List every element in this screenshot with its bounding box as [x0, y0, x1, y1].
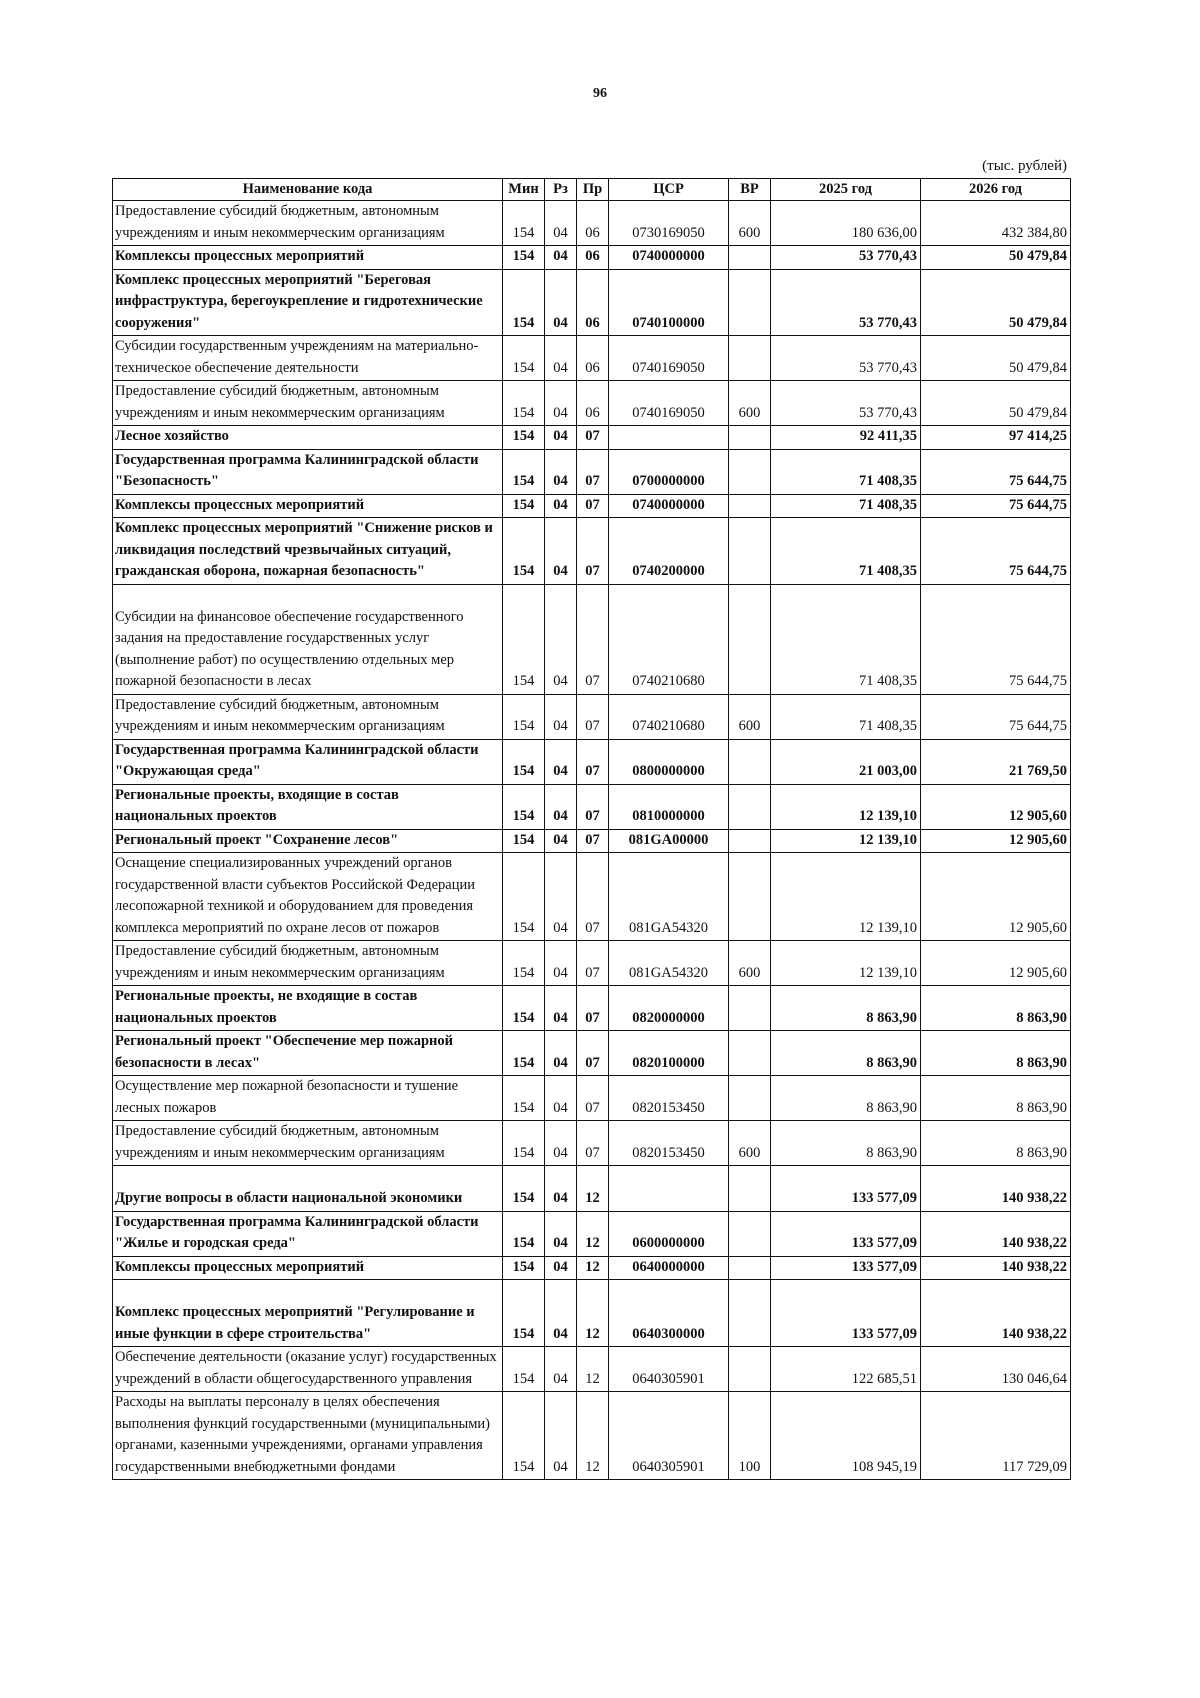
cell-pr: 07 — [577, 1121, 609, 1166]
cell-2026: 75 644,75 — [921, 494, 1071, 518]
cell-name: Обеспечение деятельности (оказание услуг) государственных учреждений в области общегосударственного управления — [113, 1347, 503, 1392]
cell-2026: 140 938,22 — [921, 1211, 1071, 1256]
table-row — [113, 1166, 1071, 1212]
cell-2026: 12 905,60 — [921, 941, 1071, 986]
cell-pr: 07 — [577, 518, 609, 585]
cell-vr — [729, 986, 771, 1031]
cell-2025: 12 139,10 — [771, 784, 921, 829]
cell-2025: 71 408,35 — [771, 494, 921, 518]
cell-csr: 081GA54320 — [609, 941, 729, 986]
cell-vr: 600 — [729, 1121, 771, 1166]
cell-2025: 8 863,90 — [771, 1031, 921, 1076]
cell-pr: 06 — [577, 336, 609, 381]
cell-vr — [729, 1256, 771, 1280]
cell-pr: 07 — [577, 941, 609, 986]
cell-rz: 04 — [545, 449, 577, 494]
cell-vr — [729, 784, 771, 829]
cell-rz: 04 — [545, 381, 577, 426]
cell-2025: 133 577,09 — [771, 1280, 921, 1347]
cell-vr — [729, 1076, 771, 1121]
cell-min: 154 — [503, 784, 545, 829]
cell-pr: 07 — [577, 986, 609, 1031]
cell-2026: 12 905,60 — [921, 853, 1071, 941]
header-csr: ЦСР — [609, 179, 729, 201]
cell-pr: 07 — [577, 829, 609, 853]
cell-rz: 04 — [545, 694, 577, 739]
cell-name: Региональный проект "Сохранение лесов" — [113, 829, 503, 853]
cell-pr: 07 — [577, 494, 609, 518]
table-row — [113, 1211, 1071, 1256]
cell-vr — [729, 853, 771, 941]
table-row — [113, 201, 1071, 246]
header-rz: Рз — [545, 179, 577, 201]
cell-min: 154 — [503, 1280, 545, 1347]
cell-min: 154 — [503, 426, 545, 450]
cell-2025: 71 408,35 — [771, 449, 921, 494]
cell-2026: 75 644,75 — [921, 584, 1071, 694]
cell-pr: 06 — [577, 246, 609, 270]
cell-2026: 117 729,09 — [921, 1392, 1071, 1480]
cell-min: 154 — [503, 381, 545, 426]
cell-csr: 0740000000 — [609, 246, 729, 270]
cell-name: Государственная программа Калининградской области "Жилье и городская среда" — [113, 1211, 503, 1256]
cell-csr: 0800000000 — [609, 739, 729, 784]
cell-2025: 71 408,35 — [771, 584, 921, 694]
cell-2026: 50 479,84 — [921, 381, 1071, 426]
cell-2026: 21 769,50 — [921, 739, 1071, 784]
cell-pr: 12 — [577, 1166, 609, 1212]
cell-pr: 07 — [577, 426, 609, 450]
table-row — [113, 269, 1071, 336]
cell-min: 154 — [503, 1347, 545, 1392]
cell-name: Комплексы процессных мероприятий — [113, 246, 503, 270]
cell-name: Лесное хозяйство — [113, 426, 503, 450]
cell-vr — [729, 336, 771, 381]
cell-min: 154 — [503, 986, 545, 1031]
cell-min: 154 — [503, 584, 545, 694]
cell-rz: 04 — [545, 1256, 577, 1280]
cell-vr — [729, 829, 771, 853]
cell-csr — [609, 1166, 729, 1212]
cell-min: 154 — [503, 1121, 545, 1166]
cell-min: 154 — [503, 1211, 545, 1256]
cell-vr: 600 — [729, 381, 771, 426]
cell-rz: 04 — [545, 494, 577, 518]
table-row — [113, 941, 1071, 986]
cell-vr — [729, 739, 771, 784]
cell-rz: 04 — [545, 1347, 577, 1392]
budget-table — [112, 178, 1071, 1480]
cell-name: Предоставление субсидий бюджетным, автономным учреждениям и иным некоммерческим организациям — [113, 1121, 503, 1166]
cell-name: Расходы на выплаты персоналу в целях обеспечения выполнения функций государственными (муниципальными) органами, казенными учреждениями, органами управления государственными внебюджетными фондами — [113, 1392, 503, 1480]
header-min: Мин — [503, 179, 545, 201]
cell-rz: 04 — [545, 1392, 577, 1480]
table-row — [113, 694, 1071, 739]
cell-csr: 0740000000 — [609, 494, 729, 518]
cell-rz: 04 — [545, 518, 577, 585]
cell-name: Предоставление субсидий бюджетным, автономным учреждениям и иным некоммерческим организациям — [113, 381, 503, 426]
cell-name: Предоставление субсидий бюджетным, автономным учреждениям и иным некоммерческим организациям — [113, 694, 503, 739]
table-row — [113, 1076, 1071, 1121]
cell-pr: 12 — [577, 1256, 609, 1280]
cell-min: 154 — [503, 1031, 545, 1076]
cell-name: Комплексы процессных мероприятий — [113, 494, 503, 518]
cell-csr: 0640300000 — [609, 1280, 729, 1347]
cell-2026: 8 863,90 — [921, 1076, 1071, 1121]
cell-csr: 0640305901 — [609, 1347, 729, 1392]
cell-csr: 0640305901 — [609, 1392, 729, 1480]
cell-pr: 07 — [577, 784, 609, 829]
cell-min: 154 — [503, 739, 545, 784]
cell-vr — [729, 246, 771, 270]
cell-rz: 04 — [545, 426, 577, 450]
cell-vr — [729, 494, 771, 518]
cell-2026: 12 905,60 — [921, 829, 1071, 853]
header-vr: ВР — [729, 179, 771, 201]
cell-2025: 71 408,35 — [771, 694, 921, 739]
header-2026: 2026 год — [921, 179, 1071, 201]
table-row — [113, 853, 1071, 941]
cell-vr — [729, 269, 771, 336]
cell-2026: 75 644,75 — [921, 694, 1071, 739]
cell-name: Предоставление субсидий бюджетным, автономным учреждениям и иным некоммерческим организациям — [113, 201, 503, 246]
cell-vr — [729, 1280, 771, 1347]
cell-vr: 600 — [729, 941, 771, 986]
cell-pr: 07 — [577, 853, 609, 941]
table-row — [113, 1347, 1071, 1392]
cell-csr: 0820153450 — [609, 1121, 729, 1166]
table-header — [113, 179, 1071, 201]
cell-vr — [729, 1166, 771, 1212]
cell-min: 154 — [503, 1166, 545, 1212]
cell-rz: 04 — [545, 1031, 577, 1076]
table-row — [113, 381, 1071, 426]
cell-min: 154 — [503, 1392, 545, 1480]
cell-csr: 0740200000 — [609, 518, 729, 585]
cell-vr — [729, 1347, 771, 1392]
cell-csr: 0820100000 — [609, 1031, 729, 1076]
cell-2025: 53 770,43 — [771, 269, 921, 336]
table-row — [113, 986, 1071, 1031]
cell-csr: 081GA00000 — [609, 829, 729, 853]
cell-csr: 0700000000 — [609, 449, 729, 494]
cell-vr — [729, 1031, 771, 1076]
cell-min: 154 — [503, 336, 545, 381]
cell-pr: 07 — [577, 694, 609, 739]
cell-csr — [609, 426, 729, 450]
cell-vr — [729, 1211, 771, 1256]
cell-csr: 0740169050 — [609, 381, 729, 426]
cell-2026: 140 938,22 — [921, 1166, 1071, 1212]
cell-2025: 133 577,09 — [771, 1166, 921, 1212]
table-row — [113, 494, 1071, 518]
cell-pr: 07 — [577, 449, 609, 494]
table-row — [113, 1280, 1071, 1347]
cell-rz: 04 — [545, 1166, 577, 1212]
cell-name: Комплексы процессных мероприятий — [113, 1256, 503, 1280]
cell-name: Субсидии государственным учреждениям на материально-техническое обеспечение деятельности — [113, 336, 503, 381]
table-row — [113, 739, 1071, 784]
cell-2026: 140 938,22 — [921, 1256, 1071, 1280]
cell-2025: 12 139,10 — [771, 829, 921, 853]
cell-2026: 97 414,25 — [921, 426, 1071, 450]
cell-vr — [729, 449, 771, 494]
cell-csr: 0820000000 — [609, 986, 729, 1031]
cell-name: Предоставление субсидий бюджетным, автономным учреждениям и иным некоммерческим организациям — [113, 941, 503, 986]
cell-min: 154 — [503, 201, 545, 246]
cell-min: 154 — [503, 1256, 545, 1280]
cell-pr: 07 — [577, 584, 609, 694]
cell-rz: 04 — [545, 1121, 577, 1166]
cell-vr: 600 — [729, 201, 771, 246]
cell-name: Региональные проекты, входящие в состав национальных проектов — [113, 784, 503, 829]
cell-2026: 130 046,64 — [921, 1347, 1071, 1392]
cell-min: 154 — [503, 518, 545, 585]
cell-2025: 108 945,19 — [771, 1392, 921, 1480]
page-number: 96 — [593, 86, 607, 101]
cell-csr: 0740210680 — [609, 694, 729, 739]
cell-rz: 04 — [545, 853, 577, 941]
cell-csr: 0740210680 — [609, 584, 729, 694]
cell-2026: 50 479,84 — [921, 246, 1071, 270]
cell-vr: 100 — [729, 1392, 771, 1480]
cell-2026: 50 479,84 — [921, 336, 1071, 381]
cell-pr: 07 — [577, 739, 609, 784]
cell-min: 154 — [503, 494, 545, 518]
cell-vr: 600 — [729, 694, 771, 739]
cell-rz: 04 — [545, 986, 577, 1031]
cell-rz: 04 — [545, 739, 577, 784]
table-row — [113, 1256, 1071, 1280]
cell-min: 154 — [503, 1076, 545, 1121]
cell-rz: 04 — [545, 1280, 577, 1347]
table-row — [113, 518, 1071, 585]
cell-min: 154 — [503, 449, 545, 494]
cell-name: Региональные проекты, не входящие в состав национальных проектов — [113, 986, 503, 1031]
cell-2025: 8 863,90 — [771, 1076, 921, 1121]
cell-2026: 432 384,80 — [921, 201, 1071, 246]
cell-2025: 71 408,35 — [771, 518, 921, 585]
cell-rz: 04 — [545, 269, 577, 336]
cell-pr: 06 — [577, 381, 609, 426]
cell-pr: 12 — [577, 1347, 609, 1392]
cell-2025: 122 685,51 — [771, 1347, 921, 1392]
cell-csr: 0740169050 — [609, 336, 729, 381]
header-2025: 2025 год — [771, 179, 921, 201]
cell-pr: 07 — [577, 1031, 609, 1076]
header-name: Наименование кода — [113, 179, 503, 201]
cell-pr: 06 — [577, 269, 609, 336]
cell-csr: 0820153450 — [609, 1076, 729, 1121]
cell-2026: 50 479,84 — [921, 269, 1071, 336]
cell-rz: 04 — [545, 829, 577, 853]
cell-name: Осуществление мер пожарной безопасности и тушение лесных пожаров — [113, 1076, 503, 1121]
cell-2026: 75 644,75 — [921, 518, 1071, 585]
cell-name: Комплекс процессных мероприятий "Береговая инфраструктура, берегоукрепление и гидротехнические сооружения" — [113, 269, 503, 336]
table-row — [113, 426, 1071, 450]
cell-csr: 0730169050 — [609, 201, 729, 246]
table-row — [113, 829, 1071, 853]
cell-name: Комплекс процессных мероприятий "Регулирование и иные функции в сфере строительства" — [113, 1280, 503, 1347]
cell-2026: 12 905,60 — [921, 784, 1071, 829]
cell-pr: 06 — [577, 201, 609, 246]
cell-min: 154 — [503, 941, 545, 986]
cell-name: Государственная программа Калининградской области "Безопасность" — [113, 449, 503, 494]
cell-vr — [729, 518, 771, 585]
cell-2025: 180 636,00 — [771, 201, 921, 246]
cell-name: Комплекс процессных мероприятий "Снижение рисков и ликвидация последствий чрезвычайных ситуаций, гражданская оборона, пожарная безопасность" — [113, 518, 503, 585]
cell-2026: 8 863,90 — [921, 986, 1071, 1031]
cell-2025: 21 003,00 — [771, 739, 921, 784]
cell-2025: 12 139,10 — [771, 941, 921, 986]
table-row — [113, 336, 1071, 381]
cell-csr: 0600000000 — [609, 1211, 729, 1256]
cell-csr: 081GA54320 — [609, 853, 729, 941]
cell-rz: 04 — [545, 246, 577, 270]
table-row — [113, 784, 1071, 829]
header-pr: Пр — [577, 179, 609, 201]
cell-pr: 12 — [577, 1392, 609, 1480]
cell-min: 154 — [503, 694, 545, 739]
cell-min: 154 — [503, 853, 545, 941]
cell-min: 154 — [503, 246, 545, 270]
cell-2025: 92 411,35 — [771, 426, 921, 450]
table-row — [113, 449, 1071, 494]
table-row — [113, 584, 1071, 694]
cell-rz: 04 — [545, 336, 577, 381]
cell-rz: 04 — [545, 941, 577, 986]
cell-pr: 12 — [577, 1211, 609, 1256]
table-row — [113, 1031, 1071, 1076]
cell-2025: 53 770,43 — [771, 336, 921, 381]
cell-name: Оснащение специализированных учреждений органов государственной власти субъектов Российской Федерации лесопожарной техникой и оборудованием для проведения комплекса мероприятий по охране лесов от пожаров — [113, 853, 503, 941]
cell-name: Государственная программа Калининградской области "Окружающая среда" — [113, 739, 503, 784]
table-body — [113, 201, 1071, 1480]
cell-min: 154 — [503, 829, 545, 853]
cell-2026: 75 644,75 — [921, 449, 1071, 494]
cell-pr: 12 — [577, 1280, 609, 1347]
cell-rz: 04 — [545, 1076, 577, 1121]
cell-csr: 0810000000 — [609, 784, 729, 829]
cell-2026: 8 863,90 — [921, 1031, 1071, 1076]
cell-2025: 8 863,90 — [771, 986, 921, 1031]
cell-rz: 04 — [545, 1211, 577, 1256]
cell-2025: 12 139,10 — [771, 853, 921, 941]
cell-2025: 53 770,43 — [771, 246, 921, 270]
cell-2026: 140 938,22 — [921, 1280, 1071, 1347]
cell-2025: 133 577,09 — [771, 1256, 921, 1280]
cell-pr: 07 — [577, 1076, 609, 1121]
cell-rz: 04 — [545, 201, 577, 246]
table-row — [113, 246, 1071, 270]
cell-vr — [729, 426, 771, 450]
cell-rz: 04 — [545, 784, 577, 829]
cell-min: 154 — [503, 269, 545, 336]
cell-name: Субсидии на финансовое обеспечение государственного задания на предоставление государственных услуг (выполнение работ) по осуществлению отдельных мер пожарной безопасности в лесах — [113, 584, 503, 694]
cell-vr — [729, 584, 771, 694]
cell-2025: 133 577,09 — [771, 1211, 921, 1256]
cell-name: Региональный проект "Обеспечение мер пожарной безопасности в лесах" — [113, 1031, 503, 1076]
cell-2025: 53 770,43 — [771, 381, 921, 426]
cell-2026: 8 863,90 — [921, 1121, 1071, 1166]
units-label: (тыс. рублей) — [982, 158, 1067, 174]
cell-csr: 0740100000 — [609, 269, 729, 336]
cell-csr: 0640000000 — [609, 1256, 729, 1280]
cell-2025: 8 863,90 — [771, 1121, 921, 1166]
cell-rz: 04 — [545, 584, 577, 694]
cell-name: Другие вопросы в области национальной экономики — [113, 1166, 503, 1212]
table-row — [113, 1392, 1071, 1480]
table-row — [113, 1121, 1071, 1166]
